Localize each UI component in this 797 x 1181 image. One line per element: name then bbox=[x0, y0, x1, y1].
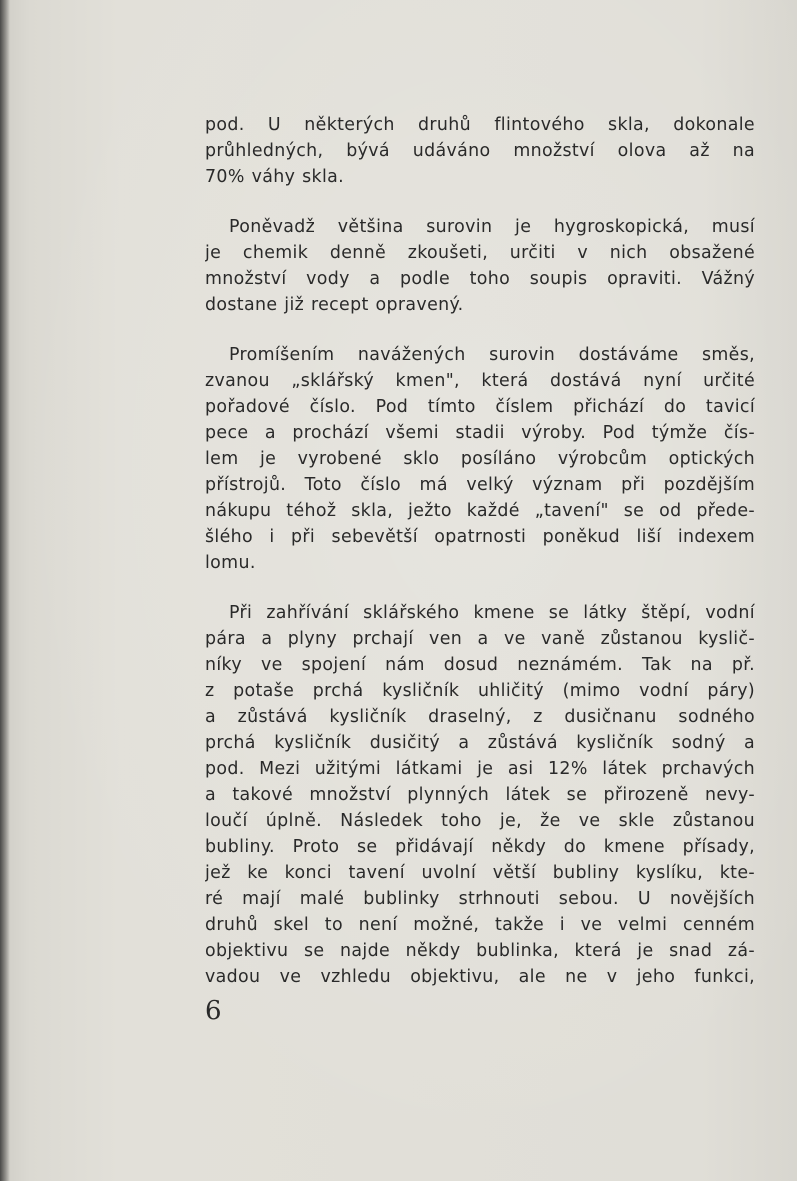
text-line: pořadové číslo. Pod tímto číslem přichází do tavicí bbox=[205, 397, 755, 417]
text-line: dostane již recept opravený. bbox=[205, 295, 464, 315]
text-line: níky ve spojení nám dosud neznámém. Tak na př. bbox=[205, 655, 755, 675]
text-line: nákupu téhož skla, ježto každé „tavení" se od přede- bbox=[205, 501, 755, 521]
paragraph-2 bbox=[205, 214, 755, 318]
body-text bbox=[205, 112, 755, 990]
text-line: bubliny. Proto se přidávají někdy do kmene přísady, bbox=[205, 837, 755, 857]
text-line: průhledných, bývá udáváno množství olova až na bbox=[205, 141, 755, 161]
text-line: je chemik denně zkoušeti, určiti v nich obsažené bbox=[205, 243, 755, 263]
page-number: 6 bbox=[205, 996, 222, 1026]
paragraph-gap bbox=[205, 576, 755, 600]
text-line: 70% váhy skla. bbox=[205, 167, 345, 187]
paragraph-1 bbox=[205, 112, 755, 190]
text-line: Při zahřívání sklářského kmene se látky štěpí, vodní bbox=[229, 603, 755, 623]
text-line: a zůstává kysličník draselný, z dusičnanu sodného bbox=[205, 707, 755, 727]
text-line: pára a plyny prchají ven a ve vaně zůstanou kyslič- bbox=[205, 629, 755, 649]
text-line: lem je vyrobené sklo posíláno výrobcům optických bbox=[205, 449, 755, 469]
text-line: jež ke konci tavení uvolní větší bubliny kyslíku, kte- bbox=[205, 863, 755, 883]
text-line: loučí úplně. Následek toho je, že ve skle zůstanou bbox=[205, 811, 755, 831]
book-spine-shadow bbox=[0, 0, 10, 1181]
paragraph-gap bbox=[205, 190, 755, 214]
text-line: vadou ve vzhledu objektivu, ale ne v jeho funkci, bbox=[205, 967, 755, 987]
text-line: šlého i při sebevětší opatrnosti poněkud liší indexem bbox=[205, 527, 755, 547]
text-line: lomu. bbox=[205, 553, 256, 573]
text-line: pod. Mezi užitými látkami je asi 12% látek prchavých bbox=[205, 759, 755, 779]
text-line: druhů skel to není možné, takže i ve velmi cenném bbox=[205, 915, 755, 935]
text-line: objektivu se najde někdy bublinka, která je snad zá- bbox=[205, 941, 755, 961]
text-line: a takové množství plynných látek se přirozeně nevy- bbox=[205, 785, 755, 805]
text-line: pece a prochází všemi stadii výroby. Pod týmže čís- bbox=[205, 423, 755, 443]
paragraph-3 bbox=[205, 342, 755, 576]
text-line: z potaše prchá kysličník uhličitý (mimo vodní páry) bbox=[205, 681, 755, 701]
paragraph-4 bbox=[205, 600, 755, 990]
text-line: pod. U některých druhů flintového skla, dokonale bbox=[205, 115, 755, 135]
text-line: ré mají malé bublinky strhnouti sebou. U novějších bbox=[205, 889, 755, 909]
text-line: Poněvadž většina surovin je hygroskopická, musí bbox=[229, 217, 755, 237]
text-line: zvanou „sklářský kmen", která dostává nyní určité bbox=[205, 371, 755, 391]
text-line: Promíšením navážených surovin dostáváme směs, bbox=[229, 345, 755, 365]
text-line: prchá kysličník dusičitý a zůstává kysličník sodný a bbox=[205, 733, 755, 753]
text-line: přístrojů. Toto číslo má velký význam při pozdějším bbox=[205, 475, 755, 495]
text-line: množství vody a podle toho soupis opraviti. Vážný bbox=[205, 269, 755, 289]
paragraph-gap bbox=[205, 318, 755, 342]
